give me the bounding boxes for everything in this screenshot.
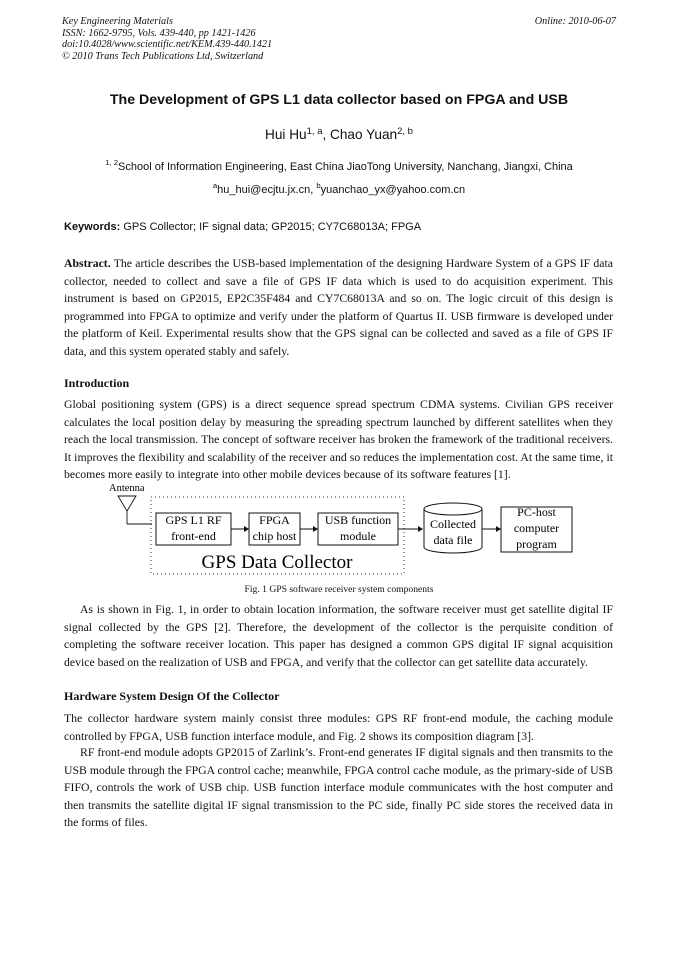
doi-line: doi:10.4028/www.scientific.net/KEM.439-440.1421 [62,39,273,51]
copyright-line: © 2010 Trans Tech Publications Ltd, Switzerland [62,50,264,62]
intro-paragraph-1: Global positioning system (GPS) is a direct sequence spread spectrum CDMA systems. Civilian GPS receiver calculates the local position delay by measuring the spreading spectrum launched by different satellites when they reach the local transmission. The concept of software receiver has broken the framework of the traditional receivers. It improves the flexibility and scalability of the receiver and so reduces the implementation cost. At the same time, it becomes more easily to integrate into other mobile devices because of its software features [1]. [64,398,613,482]
arrow-icon [313,526,318,532]
arrow-icon [244,526,249,532]
online-date: Online: 2010-06-07 [534,16,616,27]
rf-frontend-line2: front-end [171,529,216,543]
email-sup: a [212,181,218,190]
email-link[interactable]: hu_hui@ecjtu.jx.cn [217,184,311,196]
pc-host-line3: program [516,537,557,551]
affiliation-text: School of Information Engineering, East China JiaoTong University, Nanchang, Jiangxi, China [118,161,573,173]
section-heading-hardware: Hardware System Design Of the Collector [64,689,280,703]
author-sup: 1, a [306,126,323,137]
issn-line: ISSN: 1662-9795, Vols. 439-440, pp 1421-1426 [62,27,256,39]
author-name: Hui Hu [265,127,307,142]
collected-data-line2: data file [433,533,473,547]
antenna-icon [118,496,152,524]
abstract-text: The article describes the USB-based implementation of the designing Hardware System of a GPS IF data collector, needed to collect and save a file of GPS IF data which is used to do acquisition experiment. This instrument is based on GP2015, EP2C35F484 and CY7C68013A and so on. The logic circuit of this design is programmed into FPGA to optimize and verify under the platform of Quartus II. USB firmware is developed under the platform of Keil. Experimental results show that the GPS signal can be collected and saved as a file of GPS IF data, and this system operated stably and safely. [64,257,613,358]
author-emails: $^a$hu_hui@ecjtu.jx.cn, $^b$yuanchao_yx@yahoo.com.cn [212,181,466,196]
collected-data-line1: Collected [430,517,476,531]
keywords-text: GPS Collector; IF signal data; GP2015; CY7C68013A; FPGA [123,221,422,233]
pc-host-line2: computer [513,521,560,535]
arrow-icon [418,526,423,532]
email-link[interactable]: yuanchao_yx@yahoo.com.cn [320,184,466,196]
paper-title: The Development of GPS L1 data collector based on FPGA and USB [109,92,569,108]
pc-host-line1: PC-host [517,505,556,519]
email-sup: b [316,181,321,190]
arrow-icon [496,526,501,532]
keywords-label: Keywords: [64,221,121,233]
fpga-line1: FPGA [259,513,290,527]
usb-function-line1: USB function [324,513,392,527]
author-sup: 2, b [397,126,413,137]
usb-function-line2: module [340,529,376,543]
hardware-paragraph-2: RF front-end module adopts GP2015 of Zarlink’s. Front-end generates IF digital signals and then transmits to the USB module through the FPGA control cache; meanwhile, FPGA control cache module, as the primary-side of USB FIFO, controls the work of USB chip. USB function interface module communicates with the host computer and then transmits the satellite digital IF signal transmission to the PC side, finally PC side stores the received data in the forms of files. [64,746,613,830]
author-name: Chao Yuan [330,127,398,142]
affiliation-sup: 1, 2 [105,158,119,167]
journal-name: Key Engineering Materials [62,16,173,27]
abstract-label: Abstract. [64,257,111,270]
hardware-paragraph-1: The collector hardware system mainly consist three modules: GPS RF front-end module, the caching module controlled by FPGA, USB function interface module, and Fig. 2 shows its composition diagram [3]. [64,712,613,743]
fpga-line2: chip host [252,529,297,543]
intro-paragraph-2: As is shown in Fig. 1, in order to obtain location information, the software receiver must get satellite digital IF signal collected by the GPS [2]. Therefore, the development of the collector is the perquisite condition of completing the software receiver location. This paper has designed a common GPS digital IF signal acquisition device based on the realization of USB and FPGA, and verify that the collector can get satellite data accurately. [64,603,613,669]
section-heading-introduction: Introduction [64,376,130,390]
author-line: Hui Hu$^{1, a}$, Chao Yuan$^{2, b}$ [265,126,413,142]
rf-frontend-line1: GPS L1 RF [165,513,222,527]
figure-1-caption: Fig. 1 GPS software receiver system components [244,584,434,595]
antenna-label: Antenna [109,483,145,494]
gps-data-collector-label: GPS Data Collector [201,552,353,573]
